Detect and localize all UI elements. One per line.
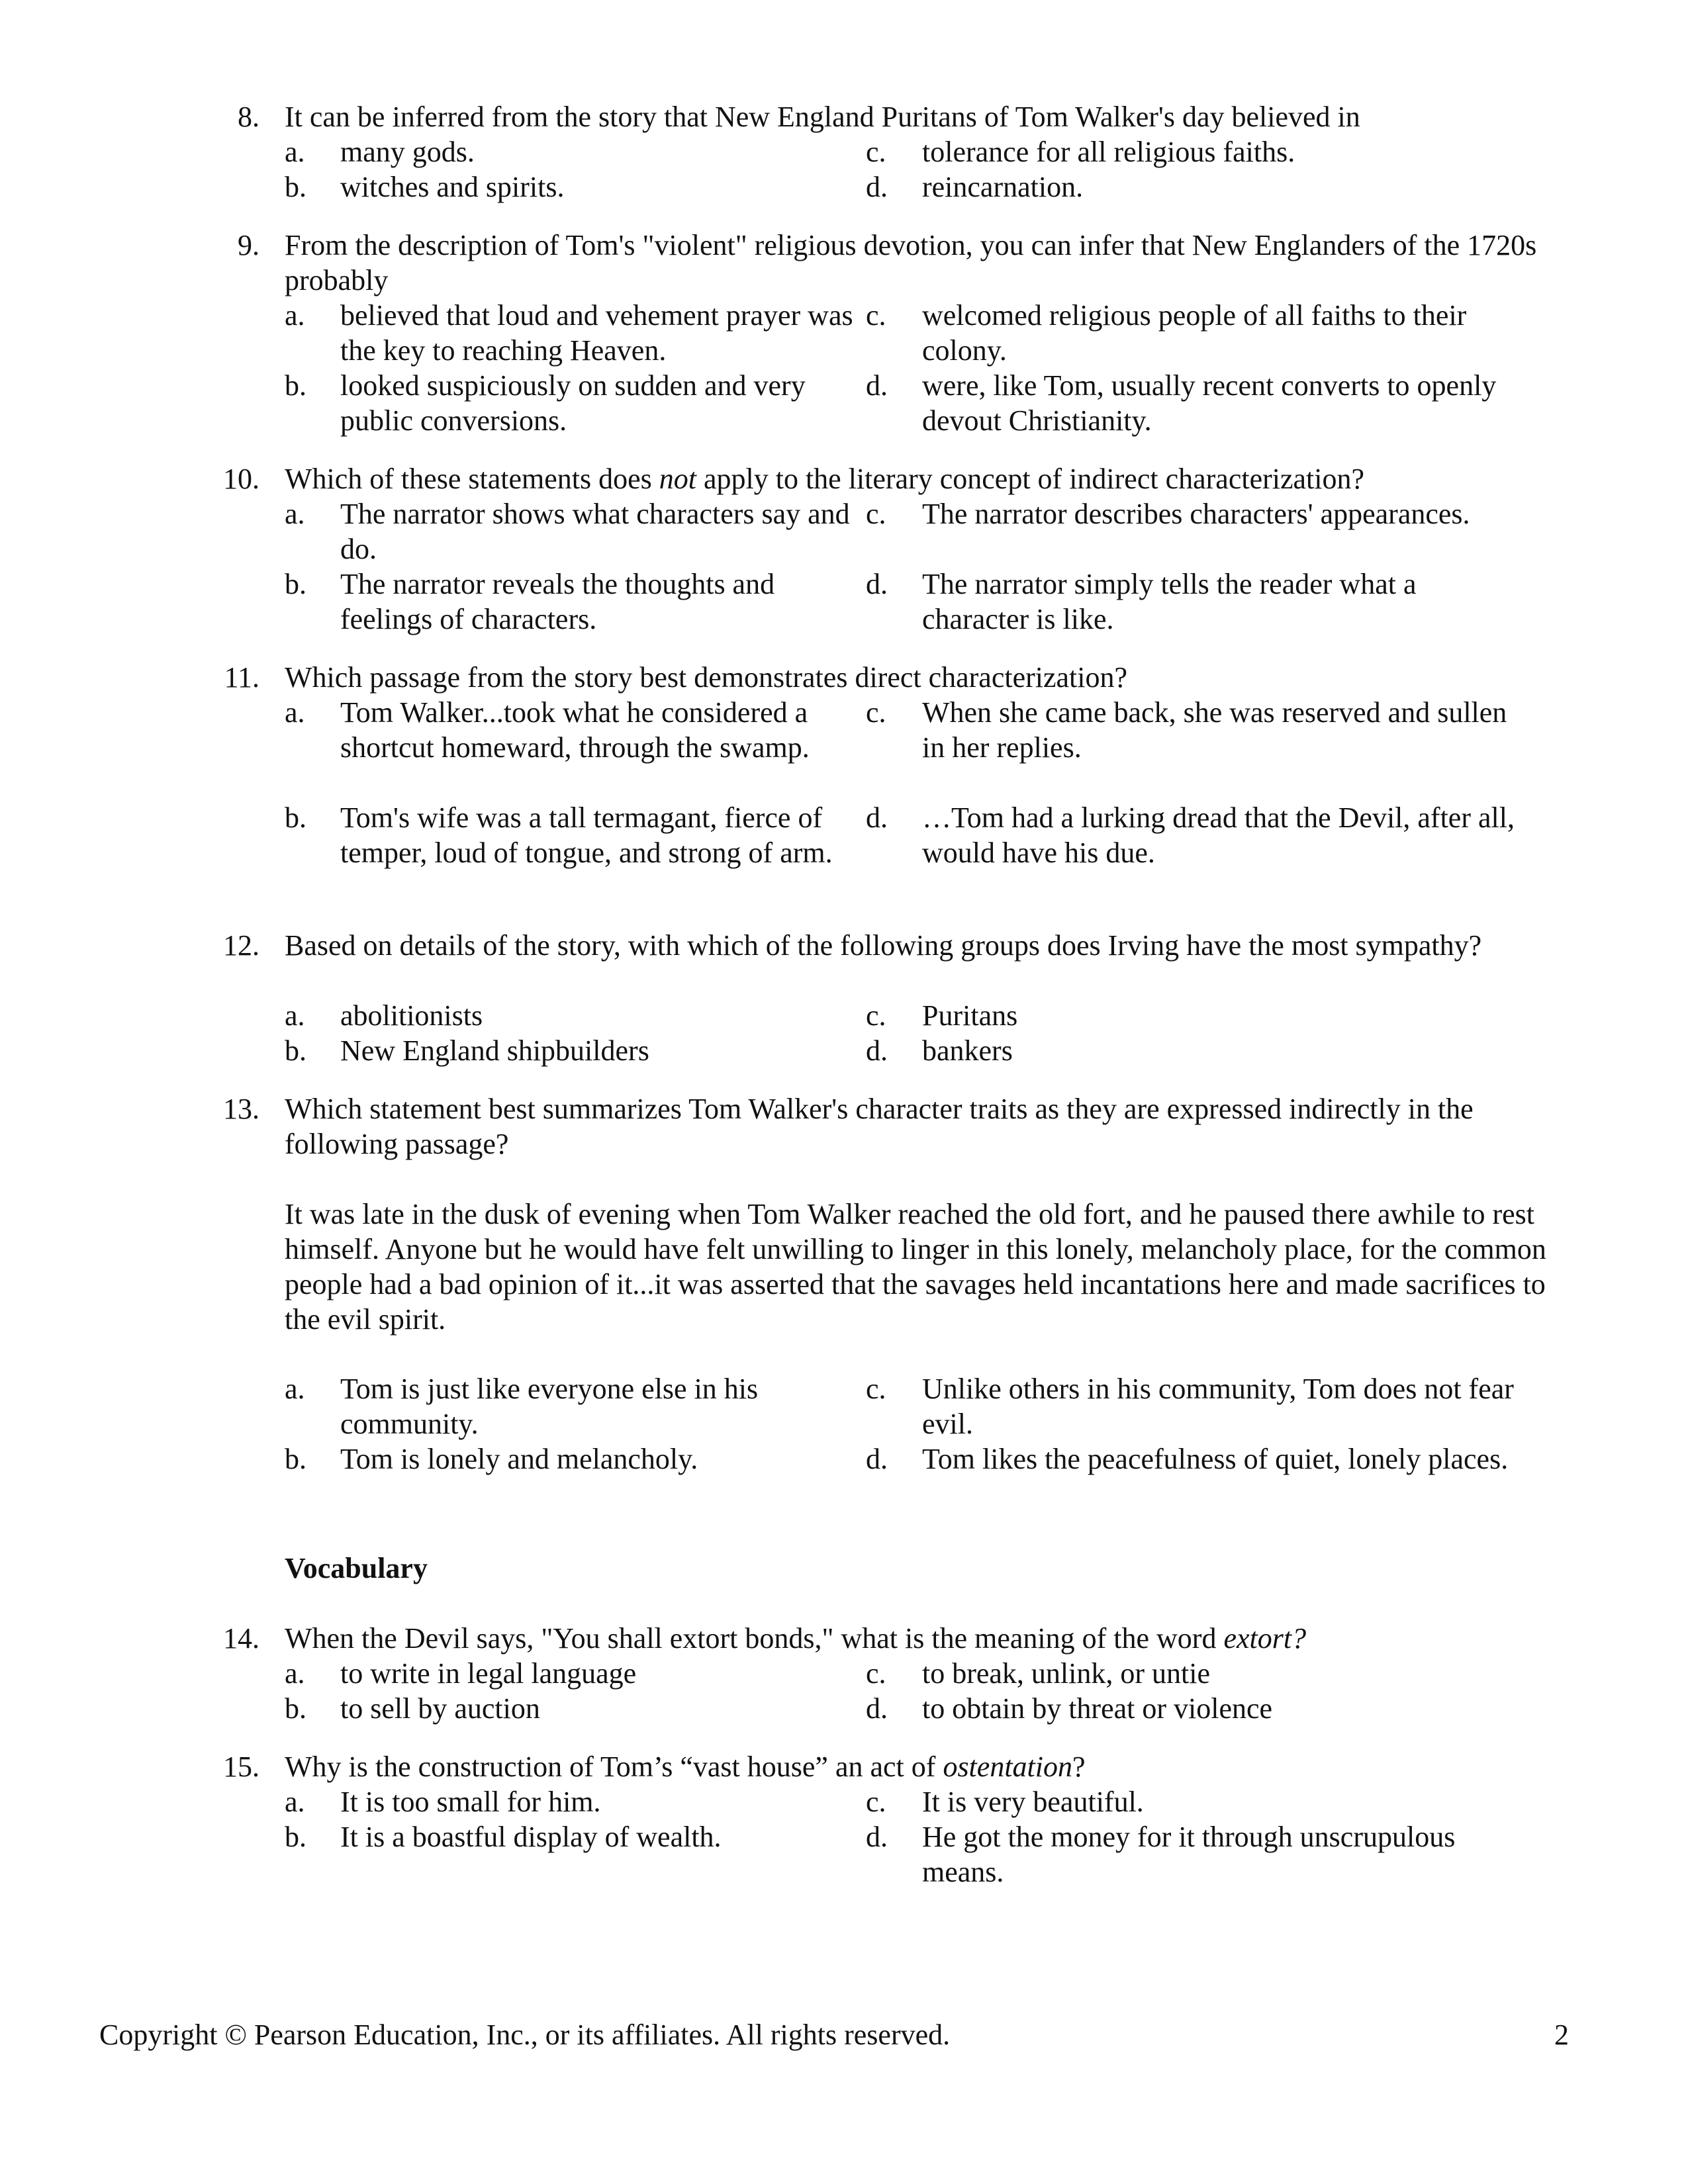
choice-text: The narrator describes characters' appearances. (922, 498, 1470, 530)
choice-letter: b. (285, 369, 306, 402)
choice-letter: d. (866, 801, 888, 834)
choice-text: witches and spirits. (340, 171, 565, 203)
choice-text: Tom's wife was a tall termagant, fierce of temper, loud of tongue, and strong of arm. (340, 801, 833, 869)
choice-text: believed that loud and vehement prayer was the key to reaching Heaven. (340, 299, 853, 367)
choice-letter: b. (285, 1692, 306, 1725)
choice-text: bankers (922, 1034, 1013, 1067)
emphasis: ostentation (943, 1751, 1072, 1783)
choice-text: to break, unlink, or untie (922, 1657, 1211, 1690)
choice-text: abolitionists (340, 999, 483, 1032)
question-text: Which passage from the story best demonstrates direct characterization? (285, 661, 1128, 694)
quoted-passage: It was late in the dusk of evening when Tom Walker reached the old fort, and he paused there awhile to rest himself. Anyone but he would have felt unwilling to linger in this lonely, melancholy place, for the common people had a bad opinion of it...it was asserted that the savages held incantations here and made sacrifices to the evil spirit. (285, 1198, 1546, 1336)
choice-letter: d. (866, 369, 888, 402)
choice-letter: a. (285, 498, 305, 530)
choice-text: Puritans (922, 999, 1018, 1032)
choice-text: New England shipbuilders (340, 1034, 649, 1067)
emphasis: extort? (1223, 1622, 1307, 1655)
choice-text: welcomed religious people of all faiths to their colony. (922, 299, 1467, 367)
choice-letter: a. (285, 1373, 305, 1405)
choice-letter: a. (285, 1657, 305, 1690)
question-text: Based on details of the story, with which of the following groups does Irving have the most sympathy? (285, 929, 1482, 962)
question-number: 15. (223, 1751, 259, 1783)
choice-letter: d. (866, 171, 888, 203)
choice-letter: d. (866, 1821, 888, 1853)
choice-letter: c. (866, 1786, 886, 1818)
choice-text: Tom likes the peacefulness of quiet, lonely places. (922, 1443, 1509, 1475)
choice-text: The narrator simply tells the reader what a character is like. (922, 568, 1417, 635)
choice-text: Tom is just like everyone else in his community. (340, 1373, 759, 1440)
question-number: 10. (223, 463, 259, 495)
question-text: It can be inferred from the story that New England Puritans of Tom Walker's day believed in (285, 101, 1360, 133)
choice-text: It is too small for him. (340, 1786, 601, 1818)
choice-letter: c. (866, 999, 886, 1032)
page-number: 2 (1554, 2019, 1569, 2051)
question-text: Why is the construction of Tom’s “vast house” an act of ostentation? (285, 1751, 1086, 1783)
question-text: From the description of Tom's "violent" religious devotion, you can infer that New Englanders of the 1720s probably (285, 229, 1537, 296)
choice-letter: a. (285, 696, 305, 729)
question-number: 9. (238, 229, 259, 261)
choice-text: to write in legal language (340, 1657, 637, 1690)
question-number: 11. (224, 661, 259, 694)
choice-text: The narrator reveals the thoughts and feelings of characters. (340, 568, 775, 635)
choice-text: Tom Walker...took what he considered a shortcut homeward, through the swamp. (340, 696, 810, 764)
choice-letter: b. (285, 801, 306, 834)
question-number: 8. (238, 101, 259, 133)
choice-text: to obtain by threat or violence (922, 1692, 1273, 1725)
choice-text: Unlike others in his community, Tom does not fear evil. (922, 1373, 1514, 1440)
choice-text: reincarnation. (922, 171, 1084, 203)
emphasis: not (659, 463, 696, 495)
choice-letter: d. (866, 1443, 888, 1475)
choice-text: many gods. (340, 136, 475, 168)
choice-letter: c. (866, 498, 886, 530)
question-number: 14. (223, 1622, 259, 1655)
question-text: Which of these statements does not apply to the literary concept of indirect characterization? (285, 463, 1365, 495)
question-number: 13. (223, 1093, 259, 1125)
choice-text: were, like Tom, usually recent converts to openly devout Christianity. (922, 369, 1497, 437)
choice-letter: d. (866, 1034, 888, 1067)
choice-letter: c. (866, 696, 886, 729)
choice-letter: c. (866, 1657, 886, 1690)
choice-letter: b. (285, 1034, 306, 1067)
choice-text: It is a boastful display of wealth. (340, 1821, 722, 1853)
choice-text: tolerance for all religious faiths. (922, 136, 1295, 168)
choice-letter: b. (285, 568, 306, 600)
choice-text: Tom is lonely and melancholy. (340, 1443, 698, 1475)
choice-letter: a. (285, 136, 305, 168)
choice-text: He got the money for it through unscrupulous means. (922, 1821, 1456, 1888)
choice-letter: d. (866, 568, 888, 600)
choice-letter: b. (285, 1443, 306, 1475)
choice-letter: c. (866, 299, 886, 332)
choice-letter: b. (285, 171, 306, 203)
choice-text: It is very beautiful. (922, 1786, 1144, 1818)
copyright-notice: Copyright © Pearson Education, Inc., or its affiliates. All rights reserved. (99, 2019, 951, 2051)
choice-letter: c. (866, 136, 886, 168)
question-number: 12. (223, 929, 259, 962)
section-heading-vocabulary: Vocabulary (285, 1552, 428, 1584)
choice-letter: a. (285, 999, 305, 1032)
choice-text: When she came back, she was reserved and sullen in her replies. (922, 696, 1507, 764)
question-text: Which statement best summarizes Tom Walker's character traits as they are expressed indirectly in the following passage? (285, 1093, 1474, 1160)
choice-text: …Tom had a lurking dread that the Devil, after all, would have his due. (922, 801, 1515, 869)
choice-text: to sell by auction (340, 1692, 540, 1725)
choice-text: The narrator shows what characters say and do. (340, 498, 850, 565)
choice-letter: c. (866, 1373, 886, 1405)
choice-letter: d. (866, 1692, 888, 1725)
choice-letter: a. (285, 1786, 305, 1818)
choice-letter: a. (285, 299, 305, 332)
choice-text: looked suspiciously on sudden and very public conversions. (340, 369, 806, 437)
question-text: When the Devil says, "You shall extort bonds," what is the meaning of the word extort? (285, 1622, 1307, 1655)
choice-letter: b. (285, 1821, 306, 1853)
